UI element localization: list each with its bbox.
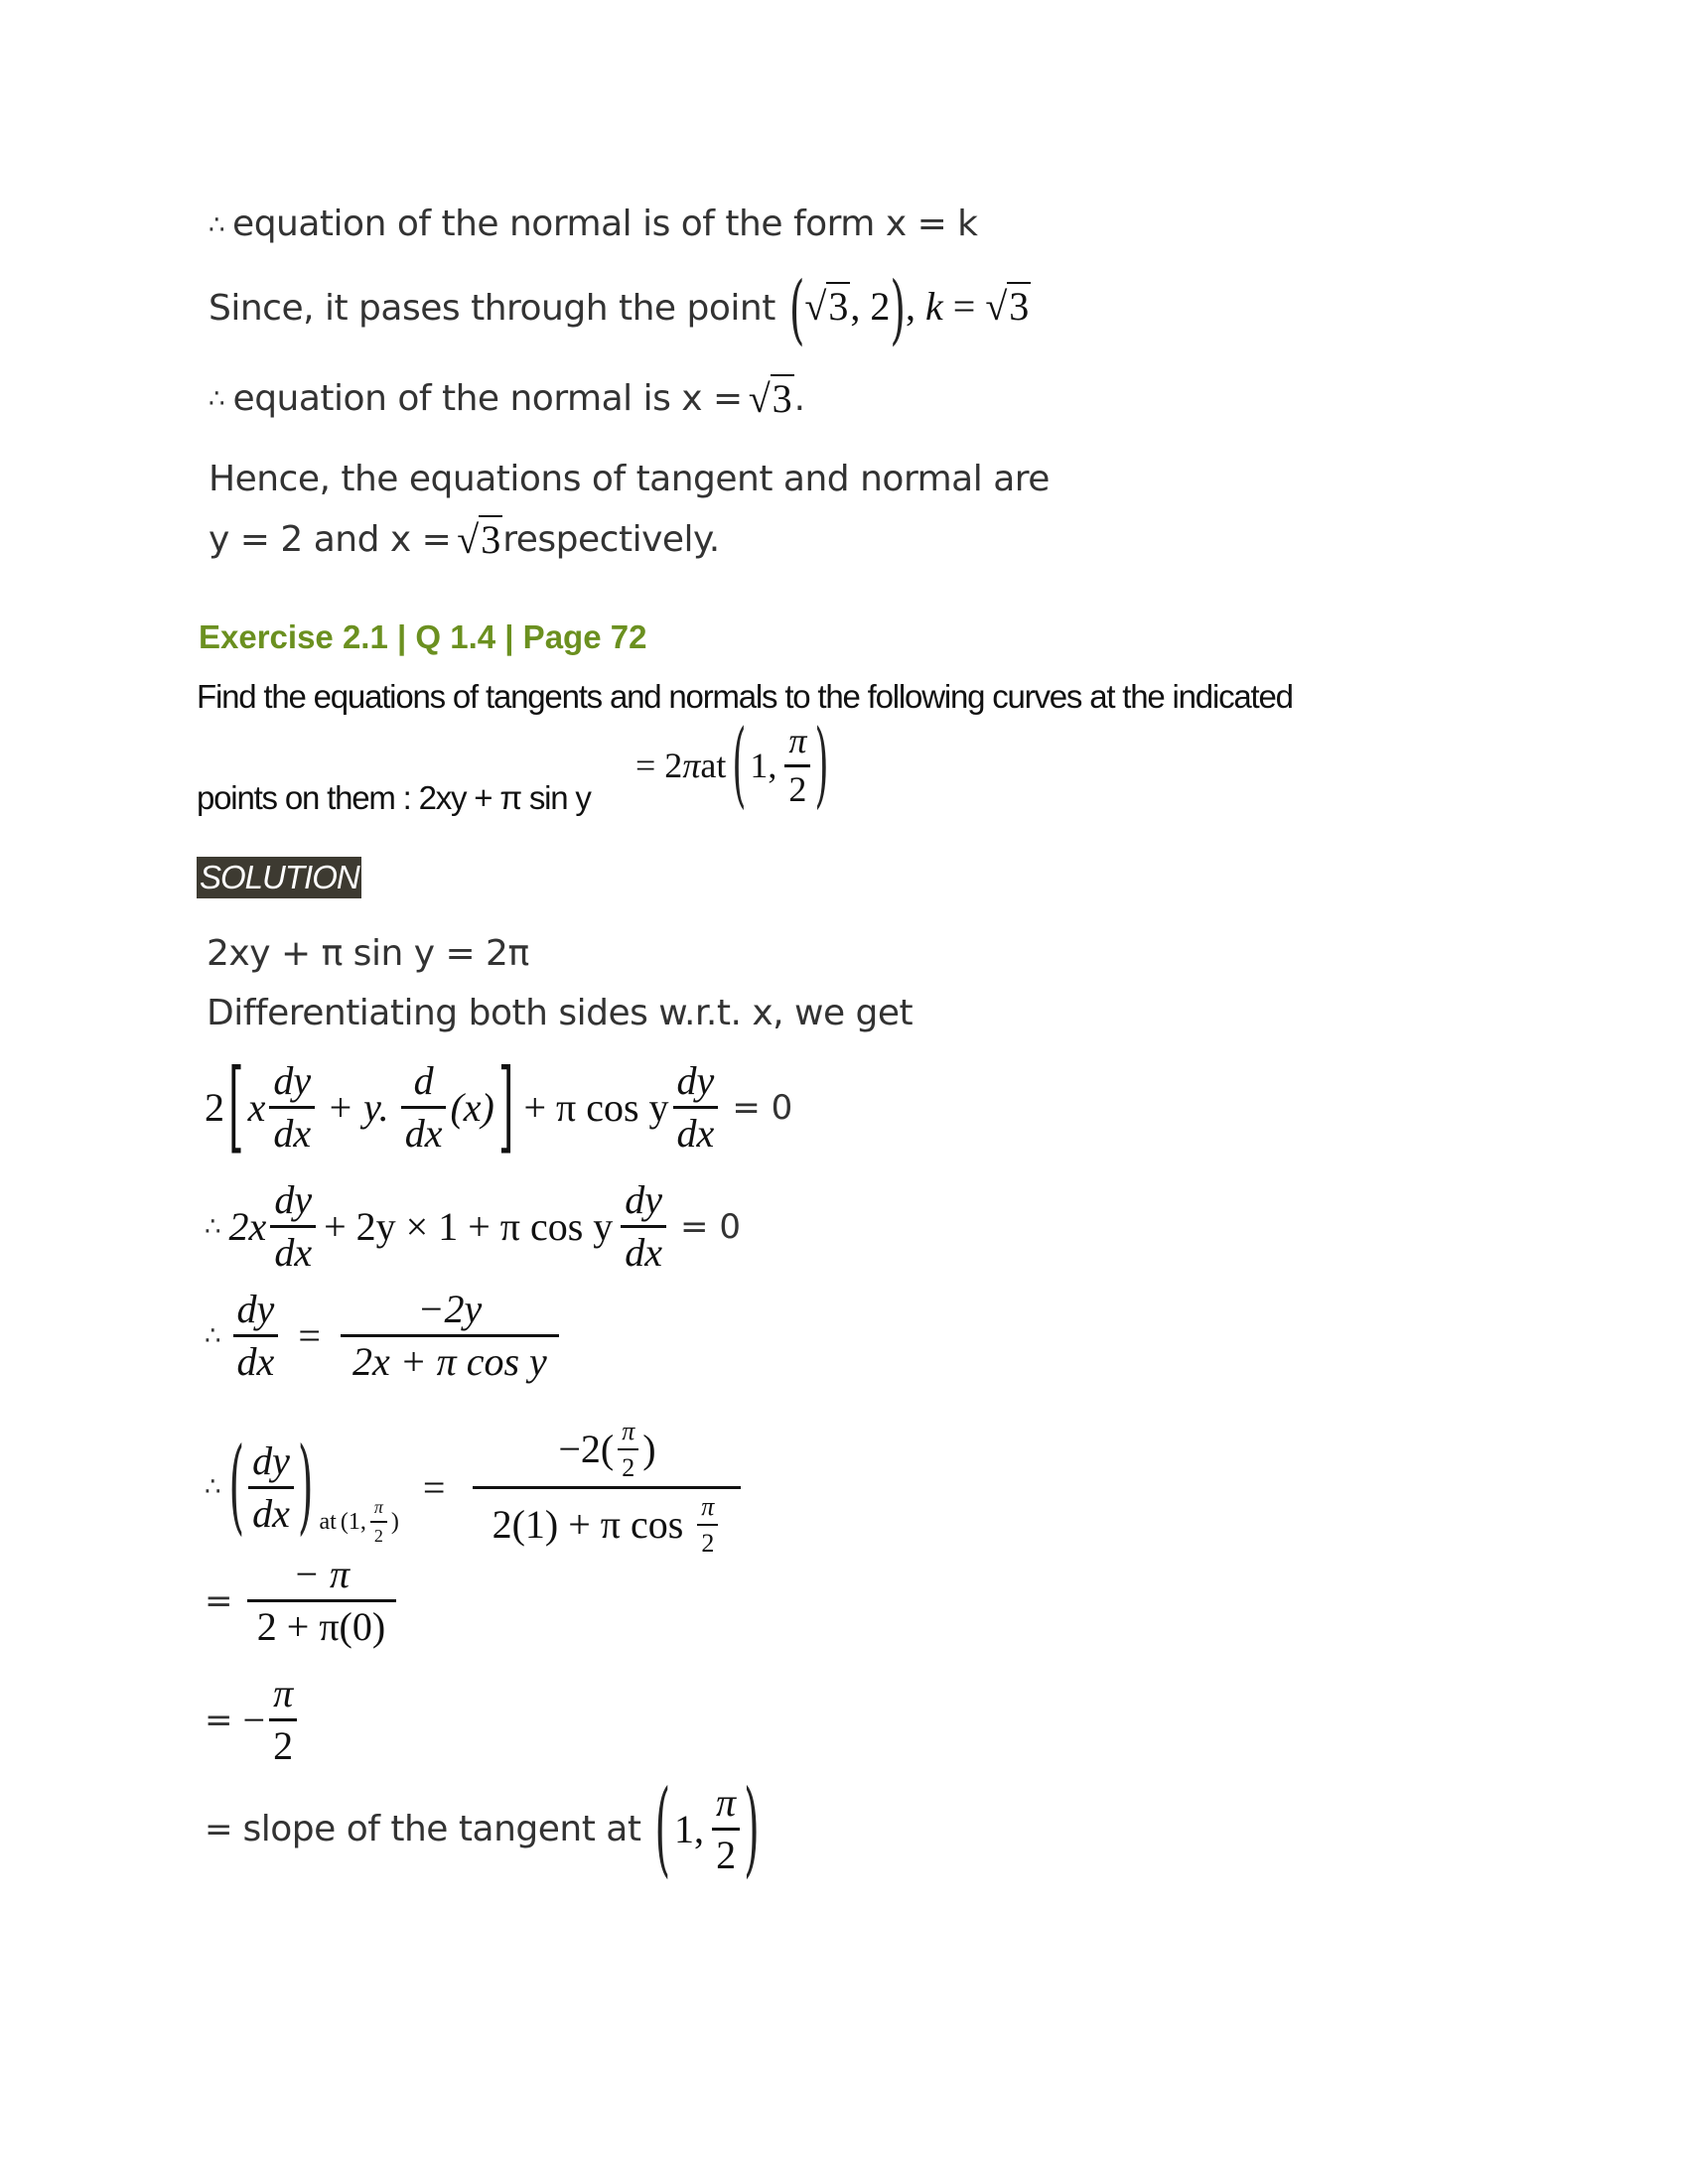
equation-5: = $\frac{- \pi}{2 + \pi(0)}$ — [205, 1554, 400, 1648]
point-1-pi-over-2: ( 1, $\frac{\pi}{2}$ ) — [654, 1769, 760, 1889]
sqrt3-expression: √3 — [748, 376, 792, 421]
equation-1: 2 [ x $\frac{dy}{dx}$ + y. $\frac{d}{dx}$ (x) ] + π cos y $\frac{dy}{dx}$ = 0 — [205, 1050, 793, 1164]
therefore-symbol: ∴ — [209, 210, 225, 240]
differentiating-text: Differentiating both sides w.r.t. x, we get — [207, 993, 914, 1033]
pi-over-2: $\frac{\pi}{2}$ — [784, 723, 810, 809]
exercise-heading[interactable]: Exercise 2.1 | Q 1.4 | Page 72 — [199, 618, 647, 655]
normal-equation-text: equation of the normal is x = — [232, 378, 743, 419]
passes-through-text: Since, it pases through the point — [209, 287, 775, 329]
normal-equation-line: ∴ equation of the normal is x = √3 . — [209, 376, 805, 421]
respectively-line: y = 2 and x = √3 respectively. — [209, 517, 720, 562]
normal-form-line — [209, 204, 978, 244]
solution-badge: SOLUTION — [197, 857, 361, 898]
at-point-subscript: at ( 1, $\frac{\pi}{2}$ ) — [319, 1497, 399, 1547]
question-math: = 2 π at ( 1, $\frac{\pi}{2}$ ) — [635, 712, 829, 819]
slope-conclusion: = slope of the tangent at ( 1, $\frac{\pi}{2}$ ) — [205, 1769, 760, 1889]
given-equation: 2xy + π sin y = 2π — [207, 933, 529, 974]
equation-6: = − $\frac{\pi}{2}$ — [205, 1673, 301, 1767]
point-expression: (√3, 2), k = √3 — [788, 267, 1030, 354]
equation-4: ∴ ( $\frac{dy}{dx}$ ) at ( 1, $\frac{\pi}{2}$ ) = −2 ( $\frac{\pi}{2}$ ) 2(1) + π cos $\frac{\pi}{2}$ — [205, 1418, 745, 1557]
equation-3: ∴ $\frac{dy}{dx}$ = $\frac{-2y}{\text{2x + π cos y}}$ — [205, 1289, 563, 1383]
sqrt3-expression: √3 — [457, 517, 501, 562]
passes-through-line — [209, 267, 1031, 354]
question-line-1: Find the equations of tangents and normals to the following curves at the indicated — [197, 678, 1293, 715]
normal-form-text: equation of the normal is of the form x = k — [232, 204, 978, 244]
question-line-2: points on them : 2xy + π sin y — [197, 779, 591, 816]
equation-2: ∴ 2x $\frac{dy}{dx}$ + 2y × 1 + π cos y $\frac{dy}{dx}$ = 0 — [205, 1177, 741, 1275]
hence-line: Hence, the equations of tangent and normal are — [209, 459, 1050, 499]
therefore-symbol: ∴ — [209, 383, 225, 414]
